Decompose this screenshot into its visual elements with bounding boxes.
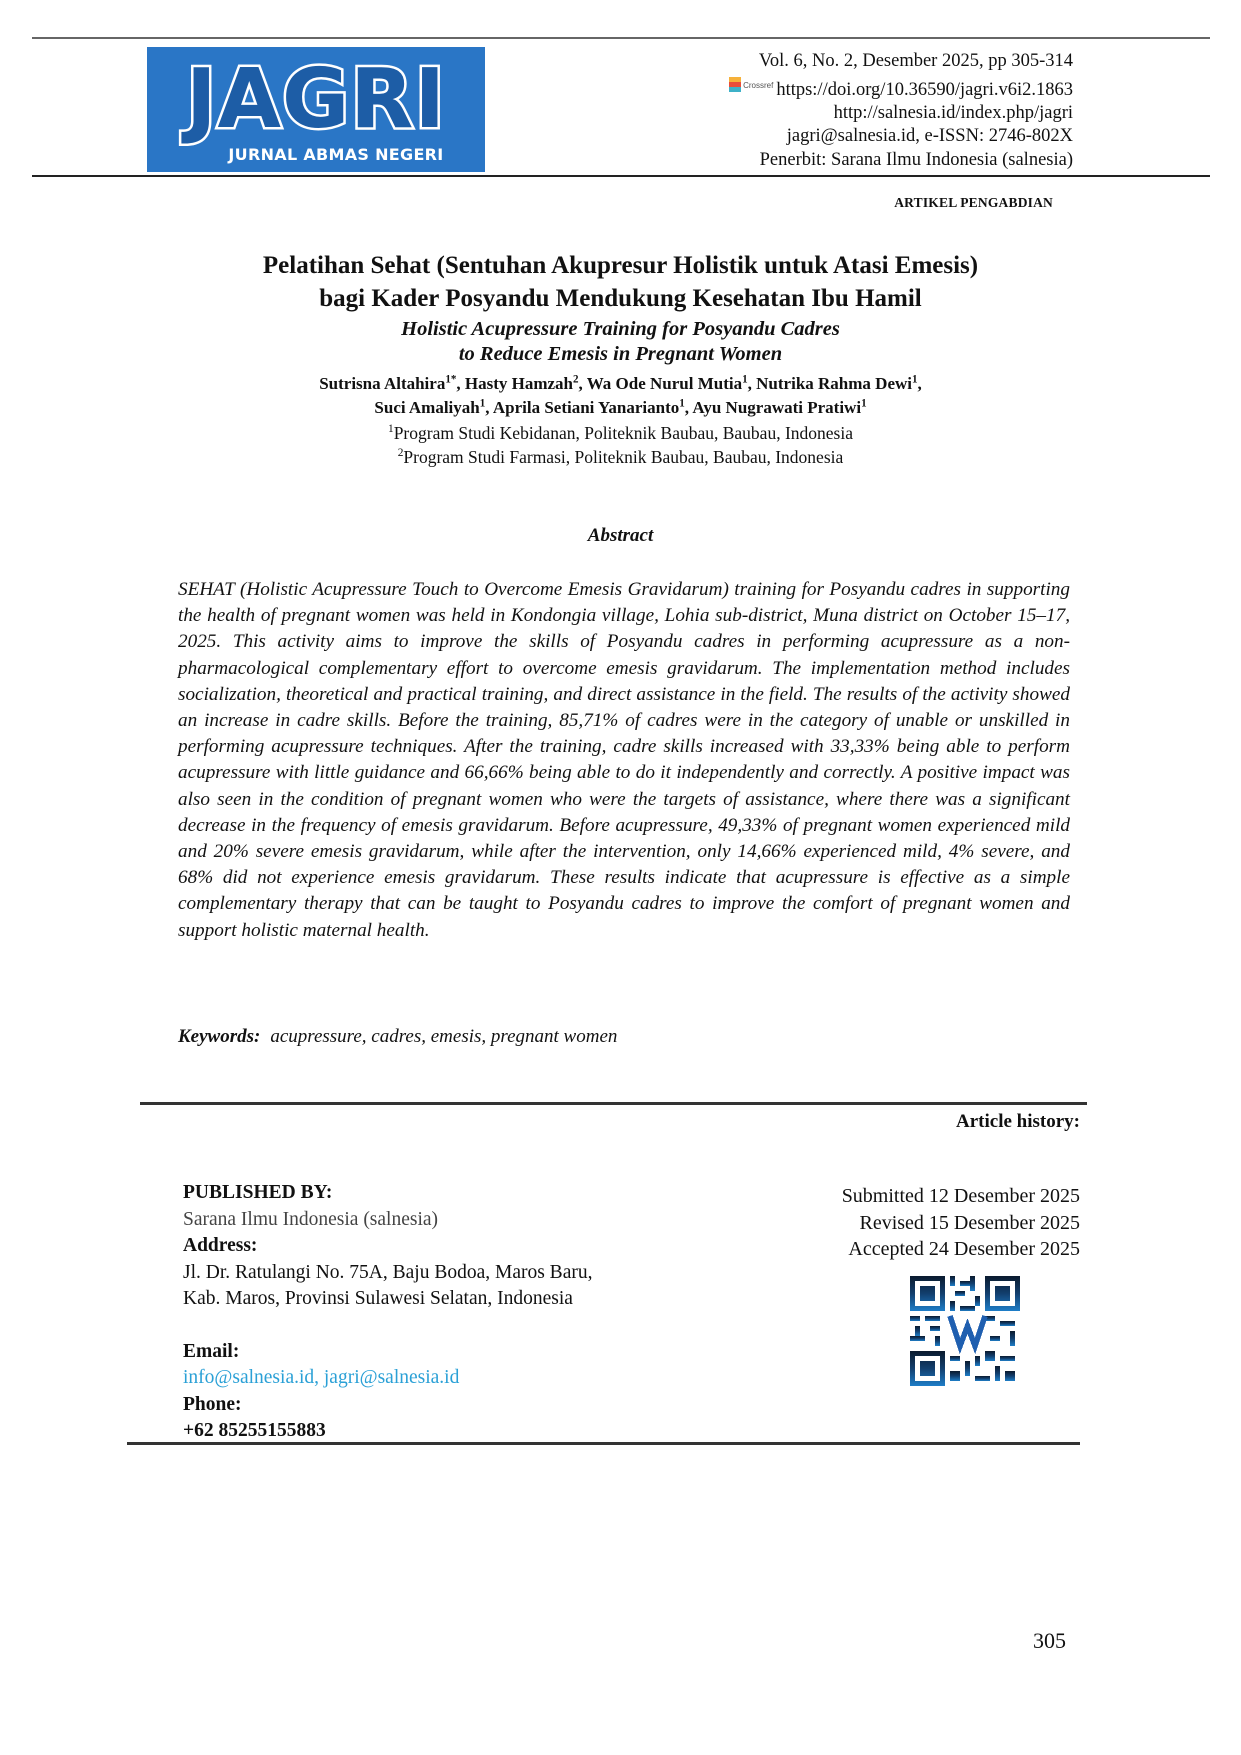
title-english-line-2: to Reduce Emesis in Pregnant Women <box>458 343 783 365</box>
affiliation-text: Program Studi Kebidanan, Politeknik Baubau, Baubau, Indonesia <box>393 423 853 443</box>
article-type: ARTIKEL PENGABDIAN <box>894 195 1053 210</box>
author-name: Sutrisna Altahira <box>319 374 446 393</box>
phone-number: +62 85255155883 <box>183 1420 326 1441</box>
revised-date: Revised 15 Desember 2025 <box>859 1211 1080 1234</box>
author-name: Suci Amaliyah <box>374 398 480 417</box>
logo-title: JAGRI <box>186 52 446 147</box>
author-affil-sup: 1* <box>445 373 457 386</box>
affiliation-sup: 2 <box>397 447 404 460</box>
title-line-1: Pelatihan Sehat (Sentuhan Akupresur Holistik untuk Atasi Emesis) <box>262 252 979 279</box>
keywords <box>178 1026 617 1048</box>
journal-email-issn: jagri@salnesia.id, e-ISSN: 2746-802X <box>786 126 1073 147</box>
published-by-label: PUBLISHED BY: <box>183 1182 333 1203</box>
author-line-1: Sutrisna Altahira$^{1*}$, Hasty Hamzah$^2$, Wa Ode Nurul Mutia$^1$, Nutrika Rahma Dewi$^1$, <box>319 373 922 393</box>
keywords-text: acupressure, cadres, emesis, pregnant women <box>270 1026 618 1047</box>
affiliation-item <box>0 421 1241 445</box>
article-history-heading: Article history: <box>956 1111 1080 1132</box>
affiliation-sup: 1 <box>388 423 394 436</box>
author-affil-sup: 1 <box>742 373 748 386</box>
crossref-label: Crossref <box>743 80 774 90</box>
affiliation-list <box>0 421 1241 469</box>
publisher-name: Sarana Ilmu Indonesia (salnesia) <box>183 1208 439 1230</box>
abstract-divider <box>140 1102 1087 1105</box>
author-affil-sup: 1 <box>912 373 918 386</box>
doi-link[interactable]: https://doi.org/10.36590/jagri.v6i2.1863 <box>776 79 1073 100</box>
address-line-1: Jl. Dr. Ratulangi No. 75A, Baju Bodoa, Maros Baru, <box>183 1261 593 1283</box>
author-name: Aprila Setiani Yanarianto <box>492 398 680 417</box>
logo-subtitle: JURNAL ABMAS NEGERI <box>228 145 444 164</box>
accepted-date: Accepted 24 Desember 2025 <box>848 1238 1080 1260</box>
author-list <box>0 372 1241 420</box>
header-top-rule <box>32 37 1210 39</box>
author-affil-sup: 1 <box>679 397 685 410</box>
page-number: 305 <box>1033 1628 1066 1653</box>
footer-divider <box>127 1442 1080 1445</box>
author-affil-sup: 2 <box>573 373 579 386</box>
title-english-line-1: Holistic Acupressure Training for Posyandu Cadres <box>401 318 840 340</box>
article-title-english <box>0 317 1241 367</box>
spacer <box>183 1313 592 1339</box>
author-name: Wa Ode Nurul Mutia <box>586 374 743 393</box>
crossref-icon <box>729 77 741 93</box>
journal-meta <box>729 50 1073 172</box>
crossref-badge <box>729 74 773 98</box>
journal-url[interactable]: http://salnesia.id/index.php/jagri <box>833 102 1073 123</box>
author-affil-sup: 1 <box>861 397 867 410</box>
journal-logo <box>147 47 485 172</box>
affiliation-text: Program Studi Farmasi, Politeknik Baubau, Baubau, Indonesia <box>403 447 844 467</box>
author-affil-sup: 1 <box>479 397 486 410</box>
abstract-body: SEHAT (Holistic Acupressure Touch to Overcome Emesis Gravidarum) training for Posyandu cadres in supporting the health of pregnant women was held in Kondongia village, Lohia sub-district, Muna district on October 15–17, 2025. This activity aims to improve the skills of Posyandu cadres in performing acupressure as a non-pharmacological complementary effort to overcome emesis gravidarum. The implementation method includes socialization, theoretical and practical training, and direct assistance in the field. The results of the activity showed an increase in cadre skills. Before the training, 85,71% of cadres were in the category of unable or unskilled in performing acupressure techniques. After the training, cadre skills increased with 33,33% being able to perform acupressure with little guidance and 66,66% being able to do it independently and correctly. A positive impact was also seen in the condition of pregnant women who were the targets of assistance, where there was a significant decrease in the frequency of emesis gravidarum. Before acupressure, 49,33% of pregnant women experienced mild and 20% severe emesis gravidarum, while after the intervention, only 14,66% experienced mild, 4% severe, and 68% did not experience emesis gravidarum. These results indicate that acupressure is effective as a simple complementary therapy that can be taught to Posyandu cadres to improve the comfort of pregnant women and support holistic maternal health. <box>178 579 1070 941</box>
phone-label: Phone: <box>183 1393 242 1415</box>
doi-line <box>729 74 1073 102</box>
article-title <box>0 249 1241 315</box>
volume-info: Vol. 6, No. 2, Desember 2025, pp 305-314 <box>758 51 1073 71</box>
qr-code-icon <box>910 1276 1020 1386</box>
email-links[interactable]: info@salnesia.id, jagri@salnesia.id <box>183 1367 460 1388</box>
title-line-2: bagi Kader Posyandu Mendukung Kesehatan Ibu Hamil <box>319 285 922 312</box>
publisher-block <box>183 1180 592 1445</box>
keywords-label: Keywords: <box>178 1026 261 1047</box>
abstract-heading: Abstract <box>587 525 654 546</box>
header-bottom-rule <box>32 175 1210 177</box>
submitted-date: Submitted 12 Desember 2025 <box>841 1185 1080 1207</box>
email-label: Email: <box>183 1340 240 1362</box>
affiliation-item <box>0 445 1241 469</box>
author-name: Nutrika Rahma Dewi <box>756 374 912 393</box>
author-name: Hasty Hamzah <box>464 374 574 393</box>
author-name: Ayu Nugrawati Pratiwi <box>692 398 862 417</box>
article-history <box>842 1183 1080 1263</box>
journal-publisher: Penerbit: Sarana Ilmu Indonesia (salnesia) <box>759 149 1073 170</box>
address-label: Address: <box>183 1235 258 1256</box>
author-line-2: Suci Amaliyah$^1$, Aprila Setiani Yanarianto$^1$, Ayu Nugrawati Pratiwi$^1$ <box>374 397 867 417</box>
address-line-2: Kab. Maros, Provinsi Sulawesi Selatan, Indonesia <box>183 1288 573 1309</box>
